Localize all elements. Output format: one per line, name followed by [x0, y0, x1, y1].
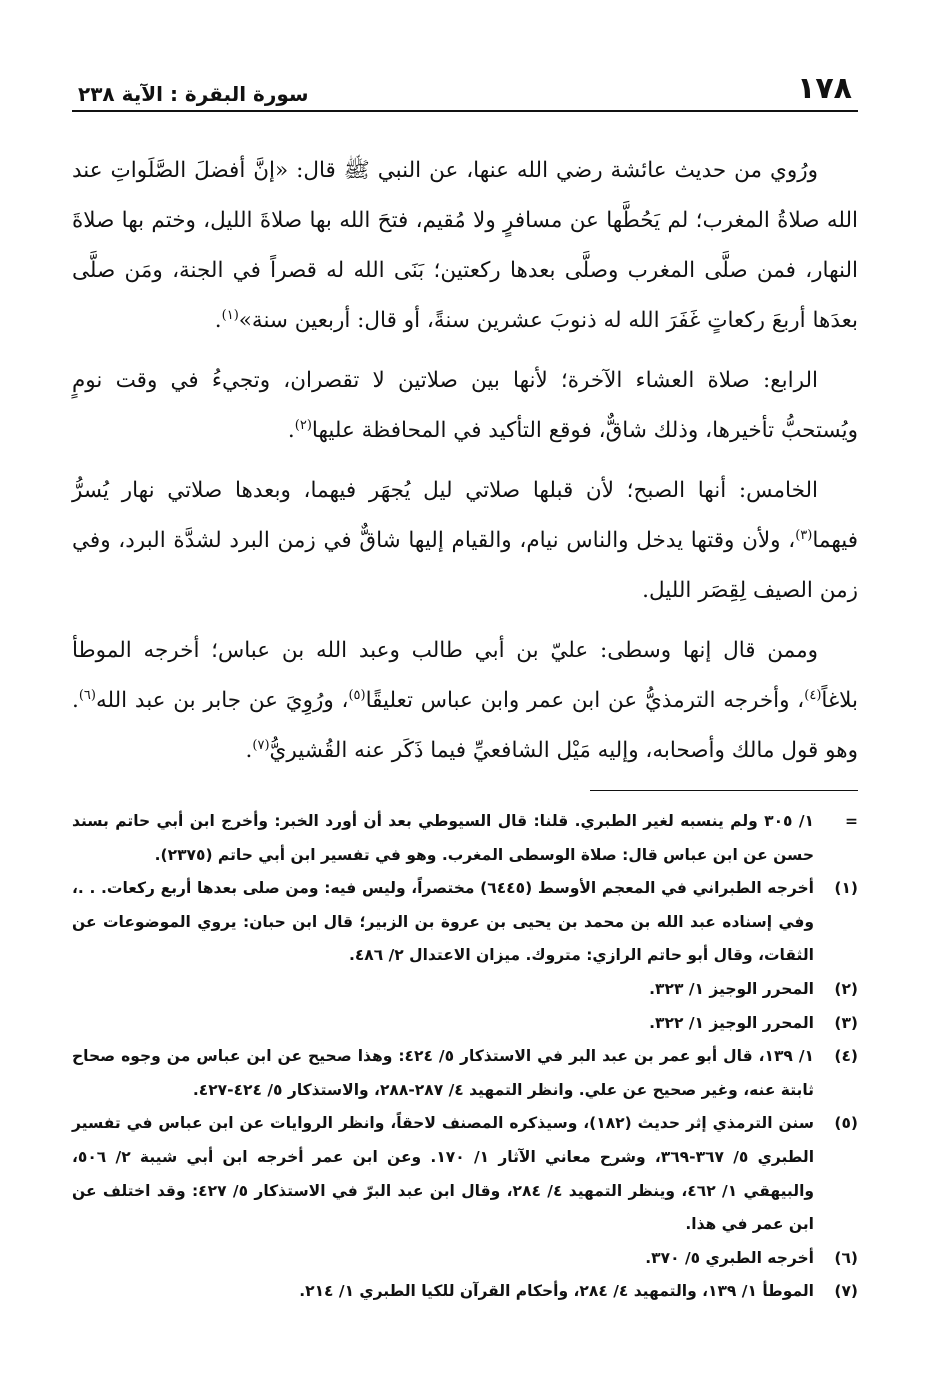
- paragraph-1: [72, 146, 858, 346]
- footnote-item: [72, 1040, 858, 1107]
- paragraph-2: [72, 356, 858, 456]
- footnote-ref: (٤): [804, 687, 822, 703]
- running-title: سورة البقرة : الآية ٢٣٨: [78, 82, 309, 106]
- paragraph-text: ، ولأن وقتها يدخل والناس نيام، والقيام إليها شاقٌّ في زمن البرد لشدَّة البرد، وفي زمن الصيف لِقِصَر الليل.: [72, 528, 858, 603]
- footnotes: [72, 805, 858, 1309]
- page-header: [72, 60, 858, 112]
- footnote-text: الموطأ ١/ ١٣٩، والتمهيد ٤/ ٢٨٤، وأحكام القرآن للكيا الطبري ١/ ٢١٤.: [299, 1282, 814, 1301]
- footnote-mark: =: [845, 812, 858, 830]
- footnote-ref: (٦): [78, 687, 96, 703]
- footnote-item: [72, 872, 858, 973]
- footnote-text: أخرجه الطبري ٥/ ٣٧٠.: [645, 1248, 814, 1267]
- footnote-mark: (٦): [834, 1248, 858, 1267]
- paragraph-4: [72, 626, 858, 776]
- footnote-text: المحرر الوجيز ١/ ٣٢٣.: [649, 979, 814, 998]
- paragraph-text: ، ورُوِيَ عن جابر بن عبد الله: [95, 688, 349, 713]
- main-text: [72, 146, 858, 776]
- paragraph-text: وممن قال إنها وسطى: عليّ بن أبي طالب وعبد الله بن عباس؛ أخرجه الموطأ بلاغاً: [72, 638, 858, 713]
- footnote-text: المحرر الوجيز ١/ ٣٢٢.: [649, 1013, 814, 1032]
- footnote-ref: (٥): [348, 687, 366, 703]
- paragraph-text: ، وأخرجه الترمذيُّ عن ابن عمر وابن عباس تعليقًا: [365, 688, 805, 713]
- paragraph-text: الخامس: أنها الصبح؛ لأن قبلها صلاتي ليل يُجهَر فيهما، وبعدها صلاتي نهار يُسرُّ فيهما: [72, 478, 858, 553]
- footnote-text: ١/ ٣٠٥ ولم ينسبه لغير الطبري. قلنا: قال السيوطي بعد أن أورد الخبر: وأخرج ابن أبي حاتم بسند حسن عن ابن عباس قال: صلاة الوسطى المغرب. وهو في تفسير ابن أبي حاتم (٢٣٧٥).: [72, 812, 814, 864]
- footnote-text: أخرجه الطبراني في المعجم الأوسط (٦٤٤٥) مختصراً، وليس فيه: ومن صلى بعدها أربع ركعات. . .، وفي إسناده عبد الله بن محمد بن يحيى بن عروة بن الزبير؛ قال ابن حبان: يروي الموضوعات عن الثقات، وقال أبو حاتم الرازي: متروك. ميزان الاعتدال ٢/ ٤٨٦.: [72, 879, 814, 965]
- page-number: ١٧٨: [797, 71, 852, 106]
- paragraph-text: . وهو قول مالك وأصحابه، وإليه مَيْل الشافعيِّ فيما ذَكَر عنه القُشيريُّ: [72, 688, 858, 763]
- footnote-mark: (٥): [834, 1114, 858, 1133]
- footnote-item: [72, 1007, 858, 1041]
- footnote-item: [72, 973, 858, 1007]
- paragraph-text: .: [245, 738, 253, 763]
- footnote-text: سنن الترمذي إثر حديث (١٨٢)، وسيذكره المصنف لاحقاً، وانظر الروايات عن ابن عباس في تفسير الطبري ٥/ ٣٦٧-٣٦٩، وشرح معاني الآثار ١/ ١٧٠. وعن ابن عمر أخرجه ابن أبي شيبة ٢/ ٥٠٦، والبيهقي ١/ ٤٦٢، وينظر التمهيد ٤/ ٢٨٤، وقال ابن عبد البرّ في الاستذكار ٥/ ٤٢٧: وقد اختلف عن ابن عمر في هذا.: [72, 1114, 815, 1234]
- footnote-item: [72, 805, 858, 872]
- paragraph-text: .: [214, 308, 222, 333]
- footnote-ref: (٢): [294, 417, 312, 433]
- paragraph-text: الرابع: صلاة العشاء الآخرة؛ لأنها بين صلاتين لا تقصران، وتجيءُ في وقت نومٍ ويُستحبُّ تأخيرها، وذلك شاقٌّ، فوقع التأكيد في المحافظة عليها: [72, 368, 858, 443]
- paragraph-text: .: [287, 418, 295, 443]
- footnote-mark: (٧): [834, 1282, 858, 1301]
- footnote-text: ١/ ١٣٩، قال أبو عمر بن عبد البر في الاستذكار ٥/ ٤٢٤: وهذا صحيح عن ابن عباس من وجوه صحاح ثابتة عنه، وغير صحيح عن علي. وانظر التمهيد ٤/ ٢٨٧-٢٨٨، والاستذكار ٥/ ٤٢٤-٤٢٧.: [72, 1047, 814, 1099]
- footnote-item: [72, 1107, 858, 1241]
- footnote-item: [72, 1275, 858, 1309]
- footnote-item: [72, 1242, 858, 1276]
- paragraph-3: [72, 466, 858, 616]
- footnote-ref: (٣): [795, 527, 813, 543]
- footnote-mark: (٤): [834, 1047, 858, 1066]
- footnote-mark: (٣): [834, 1013, 858, 1032]
- footnote-ref: (١): [221, 307, 239, 323]
- paragraph-text: ورُوي من حديث عائشة رضي الله عنها، عن النبي ﷺ قال: «إنَّ أفضلَ الصَّلَواتِ عند الله صلاةُ المغرب؛ لم يَحُطَّها عن مسافرٍ ولا مُقيم، فتحَ الله بها صلاةَ الليل، وختم بها صلاةَ النهار، فمن صلَّى المغرب وصلَّى بعدها ركعتين؛ بَنَى الله له قصراً في الجنة، ومَن صلَّى بعدَها أربعَ ركعاتٍ غَفَرَ الله له ذنوبَ عشرين سنةً، أو قال: أربعين سنة»: [72, 158, 858, 333]
- footnote-divider: [590, 790, 858, 791]
- footnote-ref: (٧): [252, 737, 270, 753]
- footnote-mark: (١): [834, 879, 858, 898]
- footnote-mark: (٢): [834, 979, 858, 998]
